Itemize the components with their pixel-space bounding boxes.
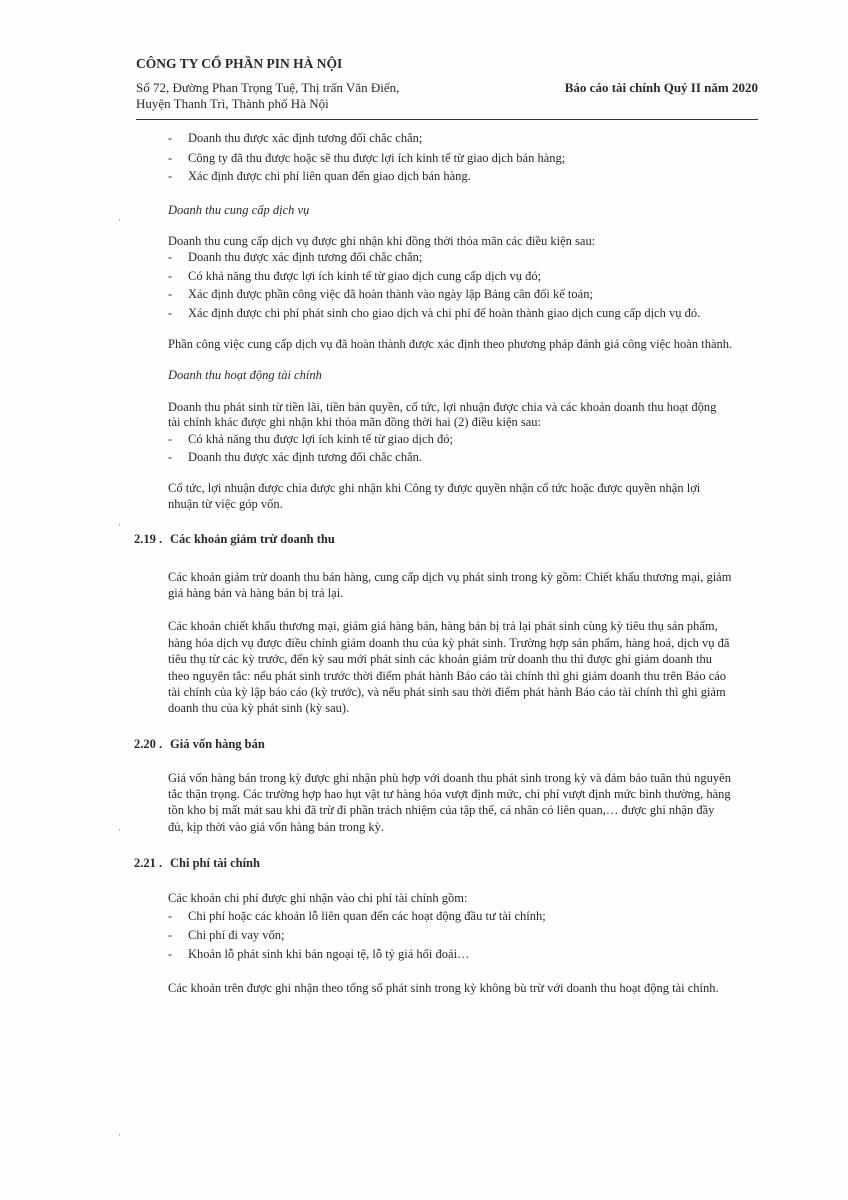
list-item: - Xác định được chi phí phát sinh cho giao dịch và chi phí để hoàn thành giao dịch cung cấp dịch vụ đó. bbox=[168, 306, 701, 320]
paragraph-line: tài chính của kỳ lập báo cáo (kỳ trước), và nếu phát sinh sau thời điểm phát hành Báo cáo tài chính thì ghi giảm bbox=[168, 685, 726, 699]
scan-mark: ˌ bbox=[118, 820, 122, 831]
list-item: - Có khả năng thu được lợi ích kinh tế từ giao dịch cung cấp dịch vụ đó; bbox=[168, 269, 542, 283]
paragraph-line: Giá vốn hàng bán trong kỳ được ghi nhận phù hợp với doanh thu phát sinh trong kỳ và đảm bảo tuân thủ nguyên bbox=[168, 771, 731, 785]
list-item: - Có khả năng thu được lợi ích kinh tế từ giao dịch đó; bbox=[168, 432, 453, 446]
address-line-1: Số 72, Đường Phan Trọng Tuệ, Thị trấn Văn Điển, bbox=[136, 80, 400, 95]
paragraph-line: hàng hóa dịch vụ được điều chỉnh giảm doanh thu của kỳ phát sinh. Trường hợp sản phẩm, hàng hoá, dịch vụ đã bbox=[168, 636, 730, 650]
paragraph-line: Các khoản giảm trừ doanh thu bán hàng, cung cấp dịch vụ phát sinh trong kỳ gồm: Chiết khấu thương mại, giảm bbox=[168, 570, 732, 584]
scan-mark: ˌ bbox=[118, 515, 122, 526]
subheading-service-revenue: Doanh thu cung cấp dịch vụ bbox=[168, 203, 310, 217]
company-name: CÔNG TY CỔ PHẦN PIN HÀ NỘI bbox=[136, 56, 343, 71]
address-line-2: Huyện Thanh Trì, Thành phố Hà Nội bbox=[136, 96, 329, 111]
list-item: - Doanh thu được xác định tương đối chắc chắn; bbox=[168, 250, 423, 264]
list-item: - Doanh thu được xác định tương đối chắc chắn. bbox=[168, 450, 422, 464]
paragraph: Phần công việc cung cấp dịch vụ đã hoàn thành được xác định theo phương pháp đánh giá công việc hoàn thành. bbox=[168, 337, 733, 351]
scan-mark: ˌ bbox=[118, 210, 122, 221]
list-item: - Khoản lỗ phát sinh khi bán ngoại tệ, lỗ tỷ giá hối đoái… bbox=[168, 947, 470, 961]
list-item: - Xác định được phần công việc đã hoàn thành vào ngày lập Bảng cân đối kế toán; bbox=[168, 287, 593, 301]
paragraph-line: doanh thu của kỳ phát sinh (kỳ sau). bbox=[168, 701, 350, 715]
paragraph-line: đủ, kịp thời vào giá vốn hàng bán trong kỳ. bbox=[168, 820, 384, 834]
paragraph-line: tiêu thụ từ các kỳ trước, đến kỳ sau mới phát sinh các khoản giảm trừ doanh thu thì được ghi giảm doanh thu bbox=[168, 652, 713, 666]
paragraph-line: tắc thận trọng. Các trường hợp hao hụt vật tư hàng hóa vượt định mức, chi phí vượt định mức bình thường, hàng bbox=[168, 787, 731, 801]
paragraph-line: Các khoản chiết khấu thương mại, giảm giá hàng bán, hàng bán bị trả lại phát sinh cùng kỳ tiêu thụ sản phẩm, bbox=[168, 619, 718, 633]
list-item: - Chi phí đi vay vốn; bbox=[168, 928, 285, 942]
section-heading-2-20: 2.20 . Giá vốn hàng bán bbox=[134, 737, 265, 751]
header-divider bbox=[136, 119, 758, 120]
paragraph: Doanh thu cung cấp dịch vụ được ghi nhận khi đồng thời thỏa mãn các điều kiện sau: bbox=[168, 234, 596, 248]
list-item: - Xác định được chi phí liên quan đến giao dịch bán hàng. bbox=[168, 169, 471, 183]
list-item: - Doanh thu được xác định tương đối chắc chắn; bbox=[168, 131, 423, 145]
paragraph-line: giá hàng bán và hàng bán bị trả lại. bbox=[168, 586, 344, 600]
paragraph-line: Cổ tức, lợi nhuận được chia được ghi nhận khi Công ty được quyền nhận cổ tức hoặc được quyền nhận lợi bbox=[168, 481, 701, 495]
scan-mark: ˌ bbox=[118, 1125, 122, 1136]
paragraph-line: Doanh thu phát sinh từ tiền lãi, tiền bản quyền, cổ tức, lợi nhuận được chia và các khoản doanh thu hoạt động bbox=[168, 400, 717, 414]
section-heading-2-21: 2.21 . Chi phí tài chính bbox=[134, 856, 260, 870]
paragraph-line: theo nguyên tắc: nếu phát sinh trước thời điểm phát hành Báo cáo tài chính thì ghi giảm doanh thu trên Báo cáo bbox=[168, 669, 727, 683]
paragraph-line: nhuận từ việc góp vốn. bbox=[168, 497, 283, 511]
company-address bbox=[136, 80, 399, 112]
subheading-financial-revenue: Doanh thu hoạt động tài chính bbox=[168, 368, 322, 382]
paragraph: Các khoản chi phí được ghi nhận vào chi phí tài chính gồm: bbox=[168, 891, 468, 905]
list-item: - Công ty đã thu được hoặc sẽ thu được lợi ích kinh tế từ giao dịch bán hàng; bbox=[168, 151, 566, 165]
section-heading-2-19: 2.19 . Các khoản giảm trừ doanh thu bbox=[134, 532, 335, 546]
paragraph-line: tài chính khác được ghi nhận khi thỏa mãn đồng thời hai (2) điều kiện sau: bbox=[168, 415, 542, 429]
paragraph-line: tồn kho bị mất mát sau khi đã trừ đi phần trách nhiệm của tập thể, cá nhân có liên quan,… được ghi nhận đầy bbox=[168, 803, 715, 817]
paragraph: Các khoản trên được ghi nhận theo tổng số phát sinh trong kỳ không bù trừ với doanh thu hoạt động tài chính. bbox=[168, 981, 719, 995]
report-title: Báo cáo tài chính Quý II năm 2020 bbox=[564, 80, 758, 95]
list-item: - Chi phí hoặc các khoản lỗ liên quan đến các hoạt động đầu tư tài chính; bbox=[168, 909, 546, 923]
